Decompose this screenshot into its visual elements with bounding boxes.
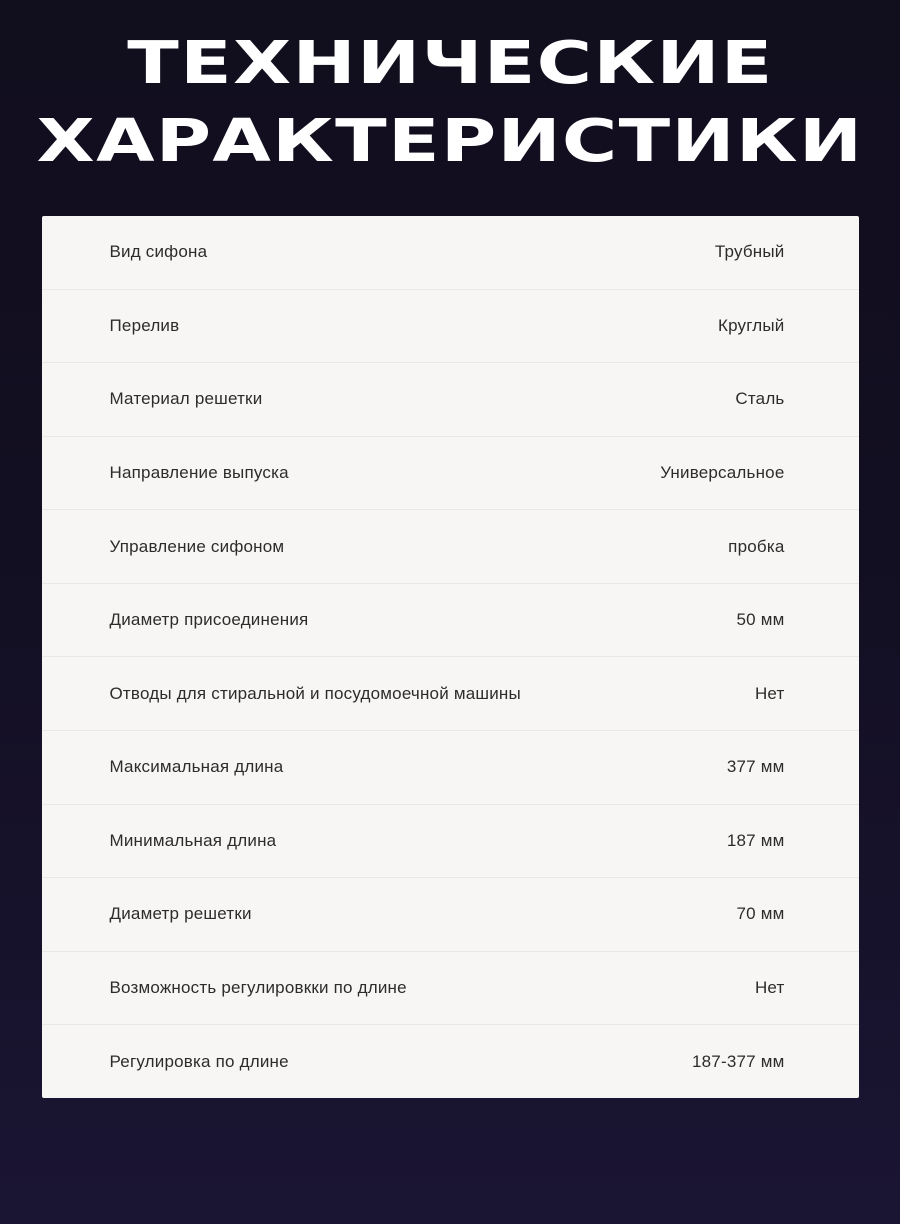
page-title-line-2: ХАРАКТЕРИСТИКИ <box>36 106 864 175</box>
spec-value: Сталь <box>735 389 785 409</box>
spec-row <box>42 289 859 363</box>
spec-label: Максимальная длина <box>109 757 284 777</box>
spec-label: Управление сифоном <box>109 536 285 556</box>
spec-label: Направление выпуска <box>109 463 289 483</box>
spec-label: Отводы для стиральной и посудомоечной машины <box>109 683 521 703</box>
spec-row <box>42 730 859 804</box>
spec-row <box>42 436 859 510</box>
spec-label: Диаметр решетки <box>109 904 252 924</box>
spec-value: Трубный <box>714 242 785 262</box>
spec-row <box>42 804 859 878</box>
spec-row <box>42 362 859 436</box>
spec-value: Нет <box>754 683 785 703</box>
spec-value: 70 мм <box>736 904 785 924</box>
spec-label: Регулировка по длине <box>109 1051 289 1071</box>
spec-value: Нет <box>754 978 785 998</box>
specs-card <box>42 216 859 1098</box>
spec-label: Возможность регулировкки по длине <box>109 978 407 998</box>
spec-value: Универсальное <box>660 463 785 483</box>
spec-row <box>42 583 859 657</box>
spec-label: Диаметр присоединения <box>109 610 309 630</box>
spec-label: Перелив <box>109 315 180 335</box>
spec-value: 50 мм <box>736 610 785 630</box>
spec-value: 377 мм <box>726 757 785 777</box>
spec-label: Минимальная длина <box>109 830 277 850</box>
spec-value: Круглый <box>717 315 785 335</box>
spec-value: пробка <box>728 536 785 556</box>
spec-row <box>42 951 859 1025</box>
page-title <box>0 24 900 180</box>
spec-value: 187 мм <box>726 830 785 850</box>
spec-value: 187-377 мм <box>692 1051 785 1071</box>
spec-row <box>42 877 859 951</box>
spec-row <box>42 656 859 730</box>
spec-row <box>42 509 859 583</box>
spec-row <box>42 1024 859 1098</box>
page-title-line-1: ТЕХНИЧЕСКИЕ <box>126 28 774 97</box>
spec-label: Вид сифона <box>109 242 208 262</box>
spec-label: Материал решетки <box>109 389 263 409</box>
spec-row <box>42 216 859 289</box>
